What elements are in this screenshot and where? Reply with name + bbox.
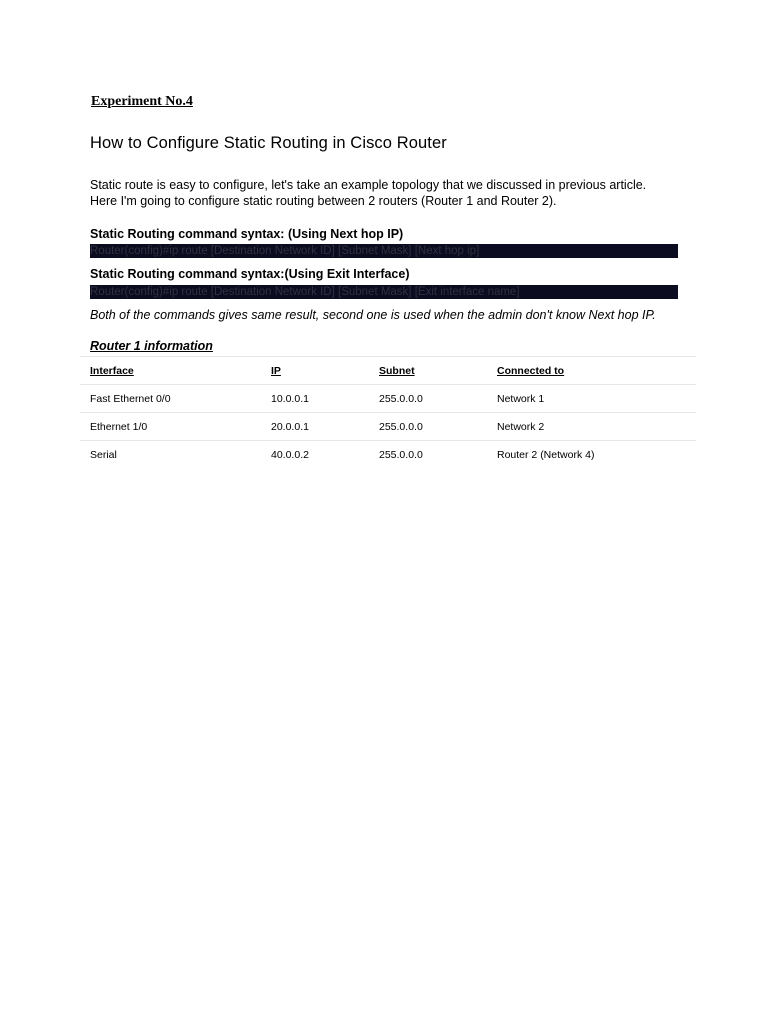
next-hop-syntax-heading: Static Routing command syntax: (Using Next hop IP) (90, 227, 404, 241)
intro-line-1: Static route is easy to configure, let's take an example topology that we discussed in previous article. (90, 178, 647, 192)
table-row (80, 413, 696, 441)
table-header-row (80, 357, 696, 385)
cell-subnet: 255.0.0.0 (369, 413, 487, 441)
exit-interface-command-bar: Router(config)#ip route [Destination Network ID] [Subnet Mask] [Exit interface name] (90, 285, 678, 299)
table-row (80, 385, 696, 413)
cell-ip: 40.0.0.2 (261, 441, 369, 469)
router1-heading: Router 1 information (90, 339, 213, 353)
column-header-subnet: Subnet (369, 357, 487, 385)
intro-paragraph (90, 177, 690, 209)
column-header-ip: IP (261, 357, 369, 385)
cell-subnet: 255.0.0.0 (369, 441, 487, 469)
column-header-interface: Interface (80, 357, 261, 385)
cell-ip: 20.0.0.1 (261, 413, 369, 441)
router1-info-table (80, 356, 696, 468)
commands-note: Both of the commands gives same result, second one is used when the admin don't know Next hop IP. (90, 308, 656, 322)
next-hop-command-bar: Router(config)#ip route [Destination Network ID] [Subnet Mask] [Next hop ip] (90, 244, 678, 258)
cell-connected-to: Network 1 (487, 385, 696, 413)
experiment-label: Experiment No.4 (91, 94, 193, 109)
cell-interface: Fast Ethernet 0/0 (80, 385, 261, 413)
column-header-connected-to: Connected to (487, 357, 696, 385)
cell-subnet: 255.0.0.0 (369, 385, 487, 413)
cell-connected-to: Router 2 (Network 4) (487, 441, 696, 469)
cell-interface: Ethernet 1/0 (80, 413, 261, 441)
cell-connected-to: Network 2 (487, 413, 696, 441)
cell-interface: Serial (80, 441, 261, 469)
table-row (80, 441, 696, 469)
exit-interface-syntax-heading: Static Routing command syntax:(Using Exit Interface) (90, 267, 410, 281)
cell-ip: 10.0.0.1 (261, 385, 369, 413)
intro-line-2: Here I'm going to configure static routing between 2 routers (Router 1 and Router 2). (90, 194, 557, 208)
page-title: How to Configure Static Routing in Cisco Router (90, 134, 447, 152)
